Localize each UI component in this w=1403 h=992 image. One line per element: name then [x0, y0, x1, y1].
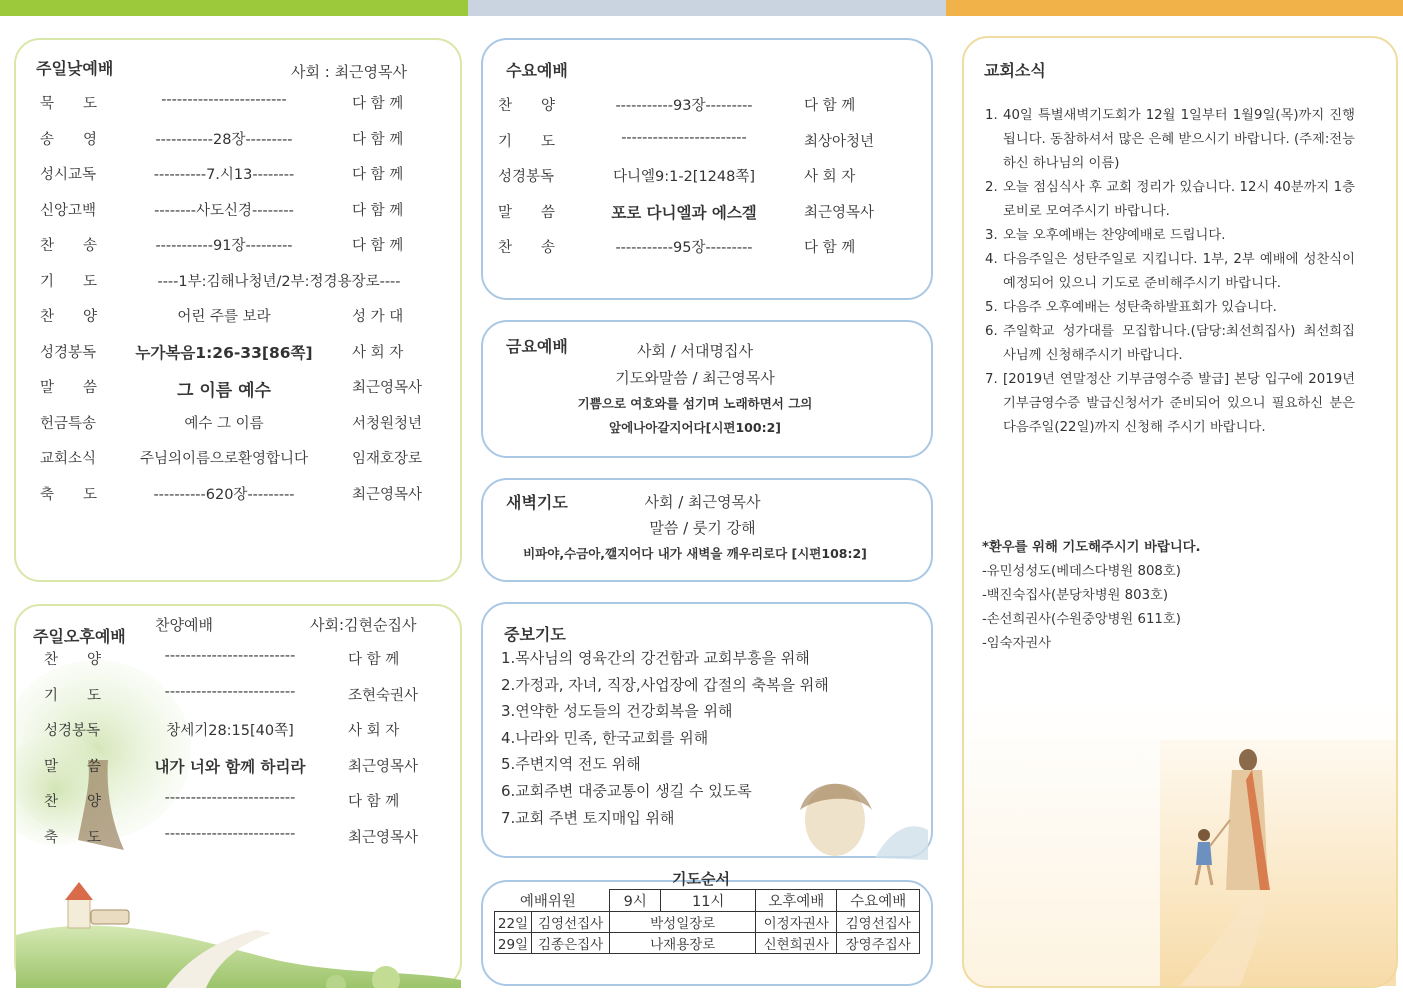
order-row: [40, 234, 450, 260]
sunday-morning-title: 주일낮예배: [36, 59, 114, 78]
sick-prayer-item: -유민성성도(베데스다병원 808호): [982, 564, 1181, 579]
news-item: [985, 296, 1355, 320]
cell-wednesday: 장영주집사: [837, 933, 920, 954]
sunday-afternoon-host: 사회:김현순집사: [310, 616, 417, 634]
order-item-content: ----1부:김해나청년/2부:정경용장로----: [157, 273, 401, 290]
news-item-number: 7.: [985, 372, 998, 387]
cell-afternoon: 신현희권사: [756, 933, 837, 954]
order-item-label: 헌금특송: [40, 415, 97, 432]
order-row: [44, 826, 454, 852]
news-item-number: 2.: [985, 180, 998, 195]
news-item-text: 오늘 오후예배는 찬양예배로 드립니다.: [1003, 228, 1226, 243]
order-row: [40, 412, 450, 438]
dawn-verse: 비파야,수금아,깰지어다 내가 새벽을 깨우리로다 [시편108:2]: [523, 546, 867, 561]
intercession-item: 1.목사님의 영육간의 강건함과 교회부흥을 위해: [501, 649, 810, 667]
order-item-leader: 사 회 자: [352, 344, 404, 361]
order-item-content: 다니엘9:1-2[1248쪽]: [612, 169, 756, 185]
sick-prayer-list: [982, 536, 1201, 656]
order-item-label: 성경봉독: [498, 169, 555, 185]
order-item-content: -------------------------: [164, 648, 296, 664]
order-item-label: 찬 양: [498, 98, 556, 114]
news-item: [985, 368, 1355, 440]
order-item-content: ----------620장---------: [153, 486, 295, 503]
order-item-label: 말 씀: [40, 380, 98, 396]
order-item-label: 찬 송: [498, 240, 556, 256]
order-item-leader: 다 함 께: [804, 240, 856, 256]
top-bar-orange: [946, 0, 1403, 16]
walking-figures-illustration: [1160, 740, 1396, 986]
order-item-label: 성경봉독: [44, 723, 101, 739]
order-item-label: 기 도: [40, 273, 98, 290]
friday-verse-line2: 앞에나아갈지어다[시편100:2]: [609, 420, 781, 435]
friday-title: 금요예배: [506, 337, 568, 356]
order-item-label: 축 도: [44, 829, 102, 846]
order-item-content: 어린 주를 보라: [177, 309, 271, 325]
news-item: [985, 248, 1355, 296]
order-row: [44, 755, 454, 781]
order-row: [40, 163, 450, 189]
news-item-number: 5.: [985, 300, 998, 315]
order-item-leader: 다 함 께: [352, 96, 404, 112]
order-item-leader: 최근영목사: [348, 758, 419, 775]
order-item-content: 주님의이름으로환영합니다: [139, 451, 309, 467]
order-item-leader: 사 회 자: [348, 723, 400, 739]
order-item-leader: 다 함 께: [804, 98, 856, 114]
order-item-label: 성시교독: [40, 167, 97, 183]
order-item-content: ------------------------: [621, 129, 747, 146]
order-item-label: 송 영: [40, 131, 98, 148]
sick-prayer-heading: *환우를 위해 기도해주시기 바랍니다.: [982, 540, 1201, 555]
order-item-leader: 최상아청년: [804, 133, 875, 150]
sick-prayer-item: -손선희권사(수원중앙병원 611호): [982, 612, 1181, 627]
church-news-title: 교회소식: [984, 61, 1046, 80]
order-item-label: 찬 양: [44, 794, 102, 810]
cell-11: 나재용장로: [610, 933, 756, 954]
order-item-content: -----------93장---------: [615, 98, 753, 114]
header-cell: 오후예배: [756, 890, 837, 912]
cell-11: 박성일장로: [610, 912, 756, 933]
order-item-label: 축 도: [40, 486, 98, 503]
order-item-content: -----------91장---------: [155, 238, 293, 254]
order-item-leader: 다 함 께: [352, 131, 404, 148]
news-item-number: 3.: [985, 228, 998, 243]
order-item-label: 기 도: [44, 687, 102, 704]
order-item-leader: 조현숙권사: [348, 687, 419, 704]
header-cell: 11시: [661, 890, 756, 912]
order-item-content: --------사도신경--------: [154, 202, 294, 219]
order-row: [498, 94, 918, 120]
news-item-text: 40일 특별새벽기도회가 12월 1일부터 1월9일(목)까지 진행됩니다. 동참하셔서 많은 은혜 받으시기 바랍니다. (주제:전능하신 하나님의 이름): [1003, 108, 1355, 171]
order-row: [40, 128, 450, 154]
header-cell: 수요예배: [837, 890, 920, 912]
friday-verse-line1: 기쁨으로 여호와를 섬기며 노래하면서 그의: [577, 396, 813, 411]
order-item-content: -----------28장---------: [155, 131, 293, 148]
order-item-label: 말 씀: [498, 204, 556, 221]
order-item-content: -------------------------: [164, 790, 296, 806]
order-row: [498, 236, 918, 262]
header-cell: 9시: [610, 890, 661, 912]
cell-wednesday: 김영선집사: [837, 912, 920, 933]
order-row: [40, 376, 450, 402]
order-item-leader: 다 함 께: [348, 794, 400, 810]
order-row: [44, 790, 454, 816]
intercession-item: 5.주변지역 전도 위해: [501, 755, 641, 774]
prayer-order-title: 기도순서: [672, 870, 730, 888]
intercession-title: 중보기도: [504, 625, 566, 644]
order-item-leader: 다 함 께: [348, 652, 400, 668]
table-row: [495, 912, 920, 933]
order-item-leader: 최근영목사: [352, 380, 423, 396]
sunday-morning-host: 사회 : 최근영목사: [291, 63, 408, 81]
order-item-content: -------------------------: [164, 683, 296, 700]
news-item: [985, 320, 1355, 368]
dawn-title: 새벽기도: [506, 493, 568, 512]
intercession-item: 3.연약한 성도들의 건강회복을 위해: [501, 702, 733, 721]
order-row: [498, 130, 918, 156]
order-item-content: 내가 너와 함께 하리라: [154, 757, 306, 776]
intercession-item: 7.교회 주변 토지매입 위해: [501, 808, 675, 827]
dawn-host: 사회 / 최근영목사: [644, 493, 761, 511]
order-item-content: 예수 그 이름: [184, 415, 264, 432]
news-item-number: 4.: [985, 252, 998, 267]
news-item-text: 다음주 오후예배는 성탄축하발표회가 있습니다.: [1003, 300, 1277, 315]
order-row: [498, 165, 918, 191]
order-item-leader: 다 함 께: [352, 238, 404, 254]
sick-prayer-item: -백진숙집사(분당차병원 803호): [982, 588, 1169, 603]
order-item-label: 찬 양: [40, 309, 98, 325]
order-row: [44, 648, 454, 674]
intercession-item: 2.가정과, 자녀, 직장,사업장에 갑절의 축복을 위해: [501, 675, 829, 694]
order-item-leader: 다 함 께: [352, 167, 404, 183]
order-row: [40, 483, 450, 509]
order-item-leader: 임재호장로: [352, 451, 423, 467]
intercession-list: [501, 645, 829, 831]
cell-afternoon: 이정자권사: [756, 912, 837, 933]
sunday-afternoon-subtitle: 찬양예배: [155, 616, 213, 634]
top-bar-green: [0, 0, 468, 16]
news-item-text: 오늘 점심식사 후 교회 정리가 있습니다. 12시 40분까지 1층 로비로 모여주시기 바랍니다.: [1003, 180, 1355, 219]
church-news-list: [985, 104, 1355, 440]
order-item-label: 성경봉독: [40, 344, 97, 361]
order-item-leader: 사 회 자: [804, 169, 856, 185]
header-cell: 예배위원: [495, 890, 610, 912]
sick-prayer-item: -임숙자권사: [982, 636, 1052, 651]
order-item-content: -----------95장---------: [615, 240, 753, 256]
news-item-text: 주일학교 성가대를 모집합니다.(담당:최선희집사) 최선희집사님께 신청해주시기 바랍니다.: [1003, 324, 1355, 363]
top-bar-blue: [468, 0, 946, 16]
order-row: [498, 201, 918, 227]
prayer-order-table: [494, 889, 920, 954]
order-item-leader: 다 함 께: [352, 202, 404, 219]
order-item-label: 교회소식: [40, 451, 97, 467]
date-cell: 22일 김영선집사: [495, 912, 610, 933]
wednesday-title: 수요예배: [506, 61, 568, 80]
order-item-content: -------------------------: [164, 825, 296, 842]
order-item-leader: 최근영목사: [804, 204, 875, 221]
friday-host: 사회 / 서대명집사: [636, 342, 754, 360]
order-item-label: 기 도: [498, 133, 556, 150]
intercession-item: 4.나라와 민족, 한국교회를 위해: [501, 728, 709, 747]
news-item-number: 6.: [985, 324, 998, 339]
friday-preacher: 기도와말씀 / 최근영목사: [615, 369, 775, 387]
sunday-afternoon-title: 주일오후예배: [33, 627, 126, 646]
news-item-text: [2019년 연말정산 기부금영수증 발급] 본당 입구에 2019년 기부금영수증 발급신청서가 준비되어 있으니 필요하신 분은 다음주일(22일)까지 신청해 주시기 바랍니다.: [1003, 372, 1355, 435]
order-item-content: 창세기28:15[40쪽]: [166, 723, 294, 739]
order-row: [40, 341, 450, 367]
order-item-label: 말 씀: [44, 758, 102, 775]
order-item-content: ----------7.시13--------: [153, 167, 295, 183]
dawn-sermon: 말씀 / 룻기 강해: [649, 519, 756, 537]
order-item-label: 묵 도: [40, 96, 98, 112]
news-item: [985, 104, 1355, 176]
order-row: [44, 719, 454, 745]
order-item-leader: 서청원청년: [352, 415, 423, 432]
news-item-number: 1.: [985, 108, 998, 123]
order-item-content: 그 이름 예수: [177, 381, 271, 401]
prayer-order-header-row: [495, 890, 920, 912]
order-row: [40, 447, 450, 473]
order-item-label: 찬 송: [40, 238, 98, 254]
order-row: [44, 684, 454, 710]
order-row: [40, 199, 450, 225]
order-item-leader: 성 가 대: [352, 309, 404, 325]
order-item-label: 찬 양: [44, 652, 102, 668]
order-item-content: 포로 다니엘과 에스겔: [611, 203, 757, 222]
order-row: [40, 92, 450, 118]
order-item-leader: 최근영목사: [352, 486, 423, 503]
order-item-label: 신앙고백: [40, 202, 97, 219]
order-item-leader: 최근영목사: [348, 829, 419, 846]
table-row: [495, 933, 920, 954]
intercession-item: 6.교회주변 대중교통이 생길 수 있도록: [501, 781, 752, 800]
order-row: [40, 270, 450, 296]
news-item: [985, 176, 1355, 224]
order-row: [40, 305, 450, 331]
order-item-content: 누가복음1:26-33[86쪽]: [135, 343, 313, 362]
news-item-text: 다음주일은 성탄주일로 지킵니다. 1부, 2부 예배에 성찬식이 예정되어 있으니 기도로 준비해주시기 바랍니다.: [1003, 252, 1355, 291]
order-item-content: ------------------------: [161, 92, 287, 108]
date-cell: 29일 김종은집사: [495, 933, 610, 954]
news-item: [985, 224, 1355, 248]
